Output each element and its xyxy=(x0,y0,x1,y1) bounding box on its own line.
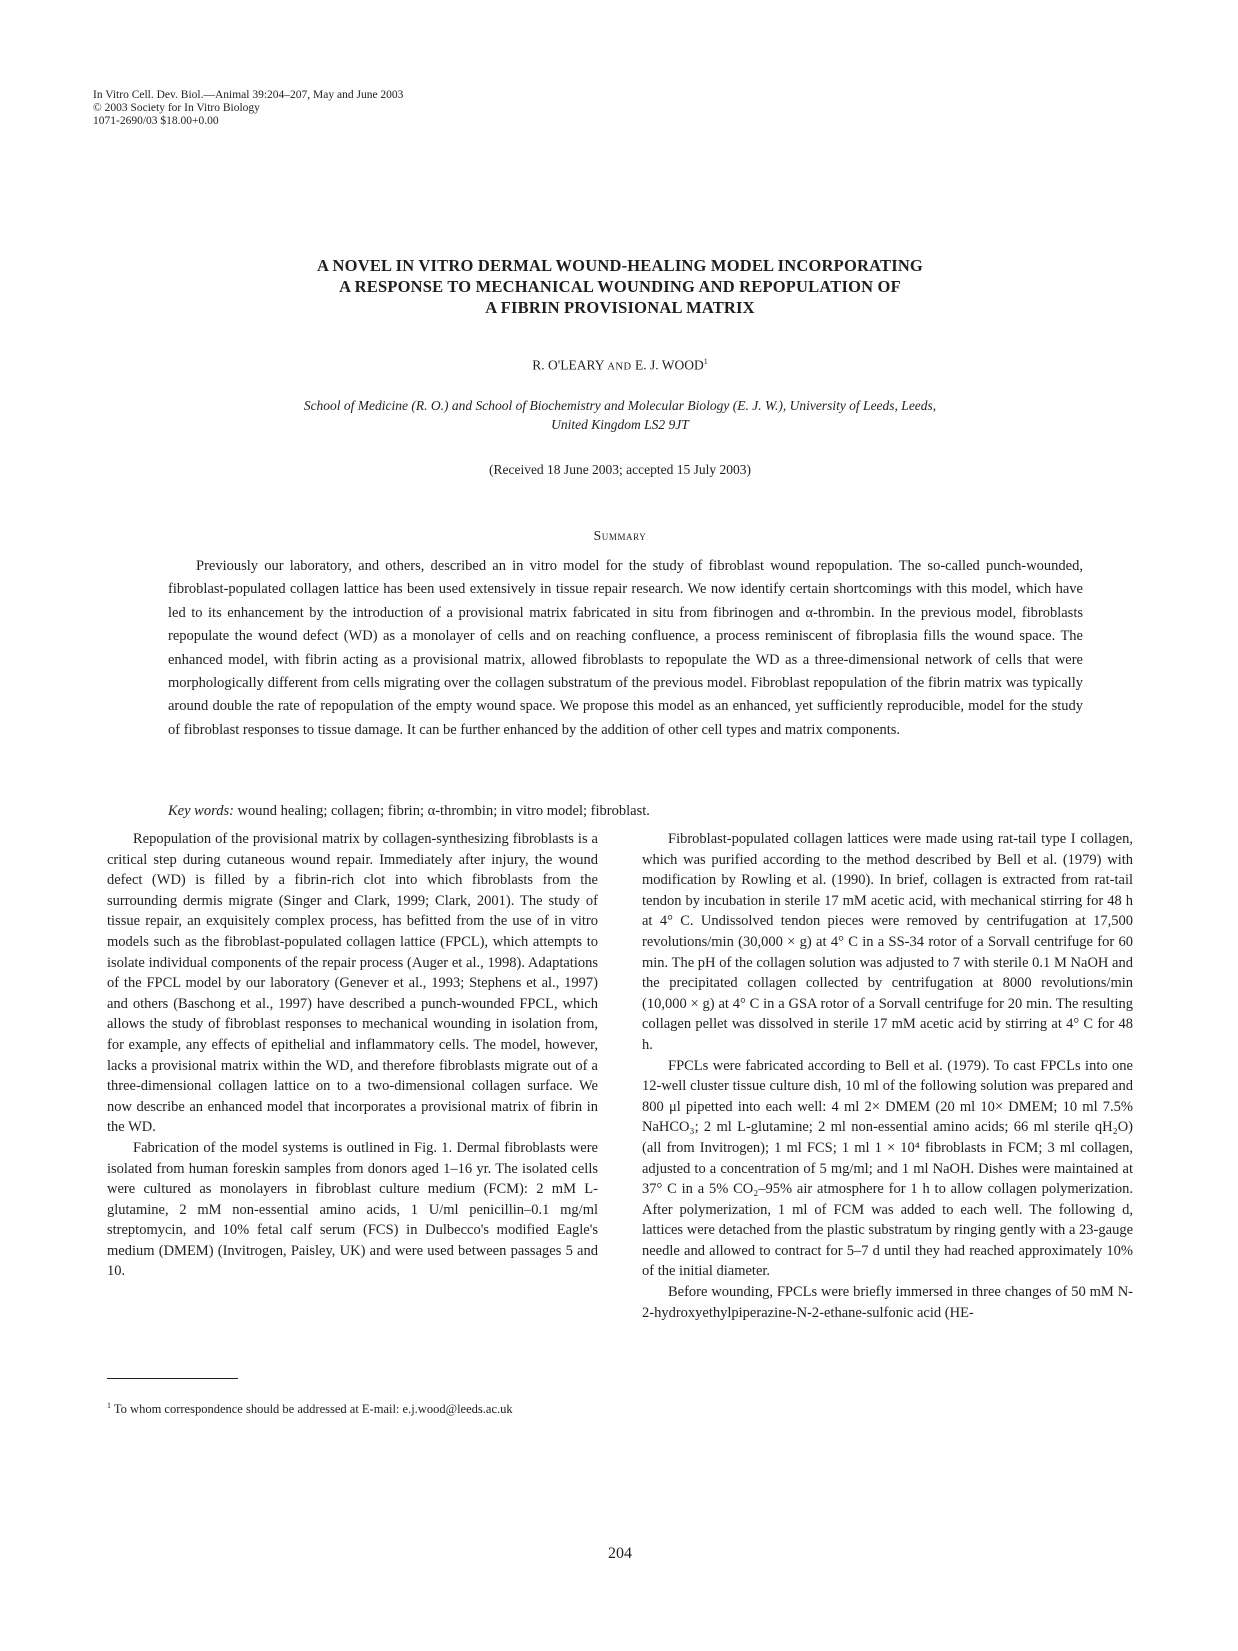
keywords-text: wound healing; collagen; fibrin; α-thrombin; in vitro model; fibroblast. xyxy=(237,803,650,819)
body-paragraph: Before wounding, FPCLs were briefly immersed in three changes of 50 mM N-2-hydroxyethylpiperazine-N-2-ethane-sulfonic acid (HE- xyxy=(642,1284,1133,1321)
author-2: E. J. WOOD xyxy=(634,357,704,373)
author-footnote-marker: 1 xyxy=(703,357,708,366)
author-1: R. O'LEARY xyxy=(532,357,604,373)
body-paragraph: Fibroblast-populated collagen lattices were made using rat-tail type I collagen, which was purified according to the method described by Bell et al. (1979) with modification by Rowling et al. (1990). In brief, collagen is extracted from rat-tail tendon by incubation in sterile 17 mM acetic acid, with mechanical stirring for 48 h at 4° C. Undissolved tendon pieces were removed by centrifugation at 17,500 revolutions/min (30,000 × g) at 4° C in a SS-34 rotor of a Sorvall centrifuge for 60 min. The pH of the collagen solution was adjusted to 7 with sterile 0.1 M NaOH and the precipitated collagen collected by centrifugation at 8000 revolutions/min (10,000 × g) at 4° C in a GSA rotor of a Sorvall centrifuge for 20 min. The resulting collagen pellet was dissolved in sterile 17 mM acetic acid by stirring at 4° C for 48 h. xyxy=(642,831,1133,1053)
received-dates: (Received 18 June 2003; accepted 15 July 2003) xyxy=(488,462,752,477)
issn-line: 1071-2690/03 $18.00+0.00 xyxy=(93,115,219,127)
affiliation-line-2: United Kingdom LS2 9JT xyxy=(551,417,689,432)
keywords xyxy=(168,803,1083,820)
affiliation xyxy=(200,396,1040,434)
body-column-right xyxy=(642,829,1133,1323)
title-line-3: A FIBRIN PROVISIONAL MATRIX xyxy=(485,298,755,317)
journal-header xyxy=(93,89,403,128)
copyright-line: © 2003 Society for In Vitro Biology xyxy=(93,102,260,114)
footnote-divider xyxy=(107,1378,238,1379)
affiliation-line-1: School of Medicine (R. O.) and School of Biochemistry and Molecular Biology (E. J. W.), University of Leeds, Leeds, xyxy=(303,398,937,413)
body-paragraph: FPCLs were fabricated according to Bell et al. (1979). To cast FPCLs into one 12-well cluster tissue culture dish, 10 ml of the following solution was prepared and 800 μl pipetted into each well: 4 ml 2× DMEM (20 ml 10× DMEM; 10 ml 7.5% NaHCO₃; 2 ml L-glutamine; 2 ml non-essential amino acids; 66 ml sterile qH₂O) (all from Invitrogen); 1 ml FCS; 1 ml 1 × 10⁴ fibroblasts in FCM; 3 ml collagen, adjusted to a concentration of 5 mg/ml; and 1 ml NaOH. Dishes were maintained at 37° C in a 5% CO₂–95% air atmosphere for 1 h to allow collagen polymerization. After polymerization, 1 ml of FCM was added to each well. The following d, lattices were detached from the plastic substratum by ringing gently with a 23-gauge needle and allowed to contract for 5–7 d until they had reached approximately 10% of the initial diameter. xyxy=(642,1057,1133,1280)
page-number: 204 xyxy=(608,1545,632,1562)
author-line xyxy=(120,357,1120,374)
body-column-left xyxy=(107,829,598,1282)
article-title xyxy=(120,255,1120,318)
author-conjunction: AND xyxy=(607,361,632,373)
summary-abstract: Previously our laboratory, and others, described an in vitro model for the study of fibroblast wound repopulation. The so-called punch-wounded, fibroblast-populated collagen lattice has been used extensively in tissue repair research. We now identify certain shortcomings with this model, which have led to its enhancement by the introduction of a provisional matrix fabricated in situ from fibrinogen and α-thrombin. In the previous model, fibroblasts repopulate the wound defect (WD) as a monolayer of cells and on reaching confluence, a process reminiscent of fibroplasia fills the wound space. The enhanced model, with fibrin acting as a provisional matrix, allowed fibroblasts to repopulate the WD as a three-dimensional network of cells that were morphologically different from cells migrating over the collagen substratum of the previous model. Fibroblast repopulation of the fibrin matrix was typically around double the rate of repopulation of the empty wound space. We propose this model as an enhanced, yet sufficiently reproducible, model for the study of fibroblast responses to tissue damage. It can be further enhanced by the addition of other cell types and matrix components. xyxy=(168,558,1083,738)
title-line-1: A NOVEL IN VITRO DERMAL WOUND-HEALING MODEL INCORPORATING xyxy=(317,256,923,275)
footnote-text: To whom correspondence should be addressed at E-mail: e.j.wood@leeds.ac.uk xyxy=(113,1402,513,1417)
footnote-marker: 1 xyxy=(107,1401,111,1410)
summary-heading: Summary xyxy=(593,528,647,543)
title-line-2: A RESPONSE TO MECHANICAL WOUNDING AND REPOPULATION OF xyxy=(339,277,901,296)
footnote xyxy=(107,1398,598,1417)
body-paragraph: Repopulation of the provisional matrix by collagen-synthesizing fibroblasts is a critical step during cutaneous wound repair. Immediately after injury, the wound defect (WD) is filled by a fibrin-rich clot into which fibroblasts from the surrounding dermis migrate (Singer and Clark, 1999; Clark, 2001). The study of tissue repair, an exquisitely complex process, has befitted from the use of in vitro models such as the fibroblast-populated collagen lattice (FPCL), which attempts to isolate individual components of the repair process (Auger et al., 1998). Adaptations of the FPCL model by our laboratory (Genever et al., 1993; Stephens et al., 1997) and others (Baschong et al., 1997) have described a punch-wounded FPCL, which allows the study of fibroblast responses to mechanical wounding in isolation from, for example, any effects of epithelial and inflammatory cells. The model, however, lacks a provisional matrix within the WD, and therefore fibroblasts migrate out of a three-dimensional collagen lattice on to a two-dimensional collagen surface. We now describe an enhanced model that incorporates a provisional matrix of fibrin in the WD. xyxy=(107,831,598,1136)
body-paragraph: Fabrication of the model systems is outlined in Fig. 1. Dermal fibroblasts were isolated from human foreskin samples from donors aged 1–16 yr. The isolated cells were cultured as monolayers in fibroblast culture medium (FCM): 2 mM L-glutamine, 2 mM non-essential amino acids, 1 U/ml penicillin–0.1 mg/ml streptomycin, and 10% fetal calf serum (FCS) in Dulbecco's modified Eagle's medium (DMEM) (Invitrogen, Paisley, UK) and were used between passages 5 and 10. xyxy=(107,1139,598,1280)
journal-citation: In Vitro Cell. Dev. Biol.—Animal 39:204–207, May and June 2003 xyxy=(93,89,404,101)
keywords-label: Key words: xyxy=(168,803,234,819)
